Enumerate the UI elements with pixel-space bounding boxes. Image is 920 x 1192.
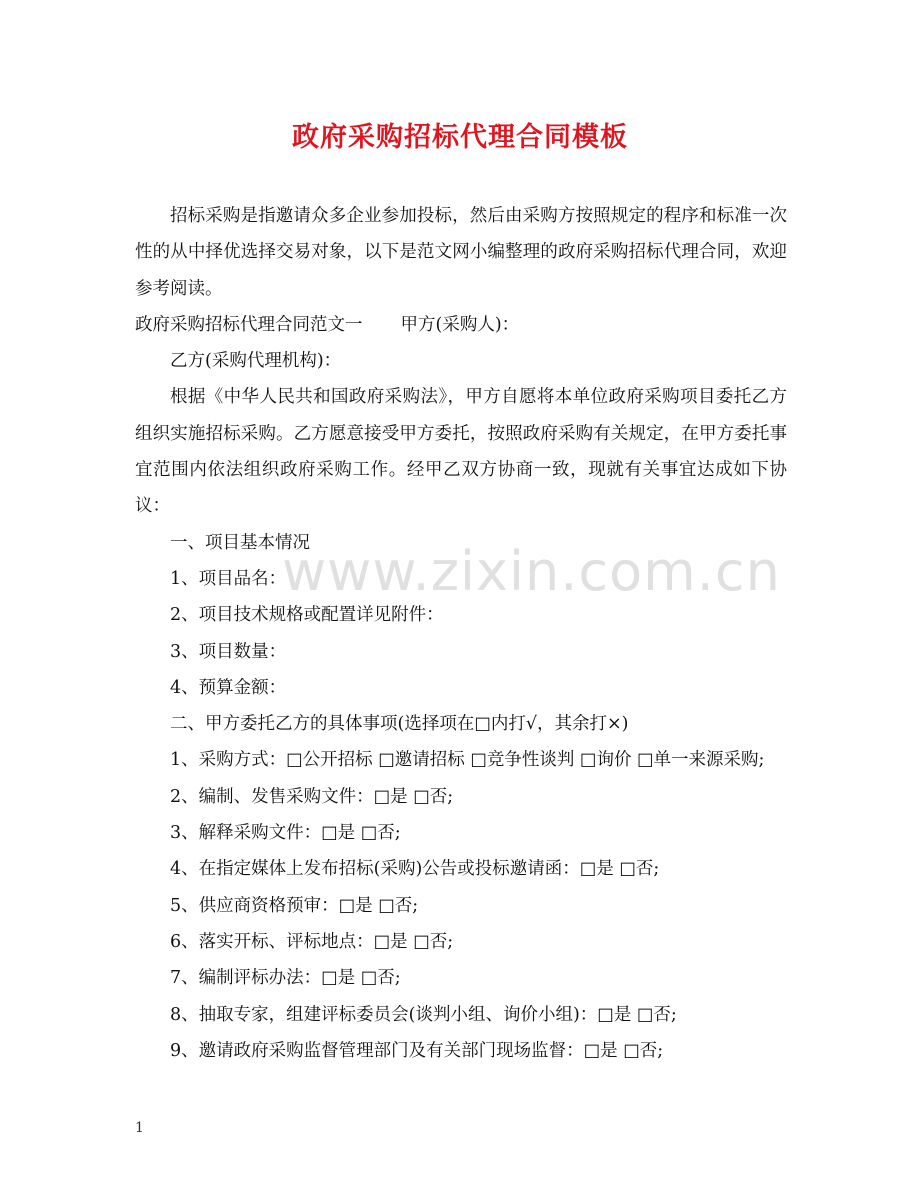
page-number: 1 (135, 1120, 144, 1136)
section-2-item: 9、邀请政府采购监督管理部门及有关部门现场监督：□是 □否; (170, 1040, 664, 1061)
section-2-item: 4、在指定媒体上发布招标(采购)公告或投标邀请函：□是 □否; (170, 859, 660, 880)
section-2-title: 二、甲方委托乙方的具体事项(选择项在□内打√，其余打×) (170, 714, 629, 735)
sample-heading: 政府采购招标代理合同范文一 (135, 314, 363, 335)
sample-heading-line (135, 307, 787, 343)
section-1-item: 1、项目品名： (170, 568, 287, 589)
section-2-item: 5、供应商资格预审：□是 □否; (170, 895, 419, 916)
section-2-item: 6、落实开标、评标地点：□是 □否; (170, 931, 454, 952)
document-title: 政府采购招标代理合同模板 (292, 122, 628, 153)
intro-paragraph: 招标采购是指邀请众多企业参加投标，然后由采购方按照规定的程序和标准一次性的从中择优选择交易对象，以下是范文网小编整理的政府采购招标代理合同，欢迎参考阅读。 (135, 206, 787, 299)
section-2-item: 1、采购方式：□公开招标 □邀请招标 □竞争性谈判 □询价 □单一来源采购; (170, 750, 765, 771)
basis-paragraph: 根据《中华人民共和国政府采购法》，甲方自愿将本单位政府采购项目委托乙方组织实施招标采购。乙方愿意接受甲方委托，按照政府采购有关规定，在甲方委托事宜范围内依法组织政府采购工作。经甲乙双方协商一致，现就有关事宜达成如下协议： (135, 387, 787, 517)
section-1-title: 一、项目基本情况 (170, 532, 310, 553)
section-2-item: 8、抽取专家，组建评标委员会(谈判小组、询价小组)：□是 □否; (170, 1004, 677, 1025)
section-1-item: 4、预算金额： (170, 677, 287, 698)
section-1-item: 2、项目技术规格或配置详见附件： (170, 605, 444, 626)
spacer (363, 307, 401, 343)
party-a-label: 甲方(采购人)： (400, 314, 520, 335)
section-2-item: 7、编制评标办法：□是 □否; (170, 968, 401, 989)
section-2-item: 2、编制、发售采购文件：□是 □否; (170, 786, 454, 807)
party-b-label: 乙方(采购代理机构)： (170, 351, 342, 372)
section-2-item: 3、解释采购文件：□是 □否; (170, 823, 401, 844)
document-body (135, 198, 787, 1069)
watermark: www.zixin.com.cn (282, 540, 781, 603)
section-1-item: 3、项目数量： (170, 641, 287, 662)
